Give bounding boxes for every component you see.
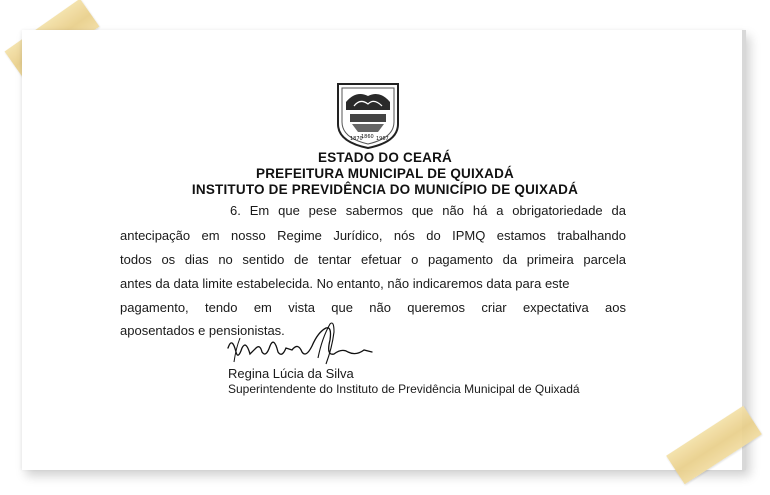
body-line-1: 6. Em que pese sabermos que não há a obrigatoriedade da: [230, 203, 626, 218]
body-line-5: pagamento, tendo em vista que não queremos criar expectativa aos: [120, 300, 626, 315]
header-state: ESTADO DO CEARÁ: [317, 150, 452, 165]
body-line-3: todos os dias no sentido de tentar efetuar o pagamento da primeira parcela: [120, 252, 626, 267]
handwritten-signature: [222, 318, 382, 370]
header-prefecture: PREFEITURA MUNICIPAL DE QUIXADÁ: [256, 166, 514, 181]
crest-year-left: 1870: [350, 136, 363, 142]
header-institute: INSTITUTO DE PREVIDÊNCIA DO MUNICÍPIO DE QUIXADÁ: [191, 182, 579, 197]
body-line-2: antecipação em nosso Regime Jurídico, nós do IPMQ estamos trabalhando: [120, 228, 626, 243]
crest-year-center: 1860: [361, 134, 374, 140]
body-line-6: aposentados e pensionistas.: [120, 323, 285, 338]
municipal-crest: [332, 80, 404, 150]
crest-year-right: 1967: [376, 136, 389, 142]
signatory-title: Superintendente do Instituto de Previdência Municipal de Quixadá: [228, 382, 580, 396]
body-line-4: antes da data limite estabelecida. No entanto, não indicaremos data para este: [120, 276, 570, 291]
signatory-name: Regina Lúcia da Silva: [228, 366, 354, 381]
